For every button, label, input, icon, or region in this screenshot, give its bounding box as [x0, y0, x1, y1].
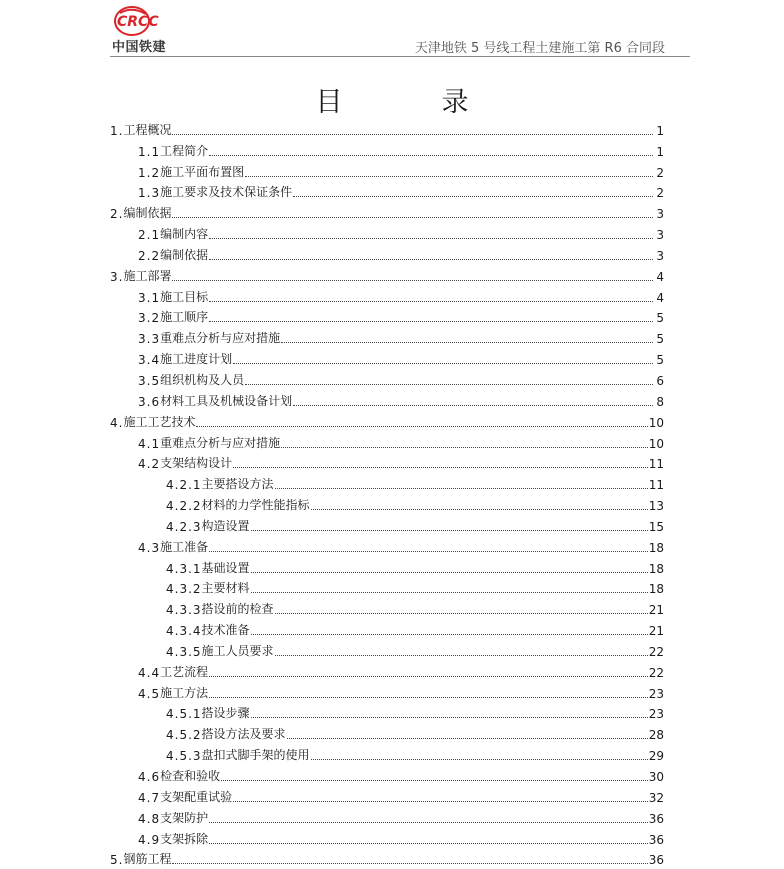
toc-dot-leader [251, 591, 648, 593]
table-of-contents [110, 117, 664, 867]
toc-dot-leader [251, 633, 648, 635]
toc-entry-title: 工程概况 [123, 122, 172, 137]
toc-entry-page: 8 [656, 394, 664, 409]
doc-title: 天津地铁 5 号线工程土建施工第 R6 合同段 [414, 41, 665, 56]
toc-entry-page: 4 [656, 269, 664, 284]
toc-entry-number: 4.3.5 [166, 644, 202, 659]
toc-dot-leader [293, 404, 653, 406]
toc-entry-title: 主要材料 [201, 581, 250, 596]
toc-entry-page: 3 [656, 248, 664, 263]
toc-dot-leader [251, 716, 648, 718]
toc-entry-number: 3.4 [138, 353, 161, 368]
toc-entry-number: 4.4 [138, 665, 161, 680]
toc-entry-number: 1.3 [138, 186, 161, 201]
toc-entry[interactable] [110, 680, 664, 701]
toc-dot-leader [172, 862, 647, 864]
toc-dot-leader [293, 195, 653, 197]
toc-entry-title: 工艺流程 [160, 664, 209, 679]
toc-dot-leader [196, 425, 647, 427]
toc-entry-page: 3 [656, 207, 664, 222]
toc-entry[interactable] [110, 701, 664, 722]
toc-entry[interactable] [110, 617, 664, 638]
toc-entry-title: 盘扣式脚手架的使用 [201, 748, 310, 763]
toc-entry-page: 13 [648, 499, 664, 514]
toc-entry-number: 3.5 [138, 373, 161, 388]
toc-entry[interactable] [110, 847, 664, 868]
toc-entry[interactable] [110, 596, 664, 617]
toc-entry-title: 施工进度计划 [160, 352, 233, 367]
toc-dot-leader [209, 675, 648, 677]
toc-dot-leader [281, 341, 653, 343]
toc-dot-leader [209, 320, 653, 322]
toc-entry-title: 支架结构设计 [160, 456, 233, 471]
toc-entry-page: 4 [656, 290, 664, 305]
toc-entry-title: 基础设置 [201, 560, 250, 575]
toc-dot-leader [209, 237, 653, 239]
toc-entry[interactable] [110, 430, 664, 451]
toc-entry[interactable] [110, 659, 664, 680]
toc-entry-number: 4.1 [138, 436, 161, 451]
toc-entry-page: 22 [648, 665, 664, 680]
toc-entry-title: 施工工艺技术 [123, 414, 196, 429]
toc-entry[interactable] [110, 263, 664, 284]
logo-name: 中国铁建 [112, 40, 167, 55]
toc-entry-number: 1.1 [138, 144, 161, 159]
toc-entry-page: 3 [656, 228, 664, 243]
toc-entry-number: 3.1 [138, 290, 161, 305]
toc-dot-leader [172, 216, 653, 218]
logo-brand-text: CRCC [117, 14, 159, 30]
toc-dot-leader [233, 800, 648, 802]
toc-entry-title: 技术准备 [201, 623, 250, 638]
toc-dot-leader [172, 279, 653, 281]
crcc-logo [112, 4, 182, 55]
toc-entry-title: 施工要求及技术保证条件 [160, 185, 293, 200]
toc-entry[interactable] [110, 221, 664, 242]
toc-entry[interactable] [110, 409, 664, 430]
toc-entry-title: 施工方法 [160, 685, 209, 700]
toc-entry-title: 编制依据 [160, 247, 209, 262]
toc-entry[interactable] [110, 388, 664, 409]
toc-entry[interactable] [110, 159, 664, 180]
toc-entry-page: 32 [648, 790, 664, 805]
toc-entry-title: 编制依据 [123, 206, 172, 221]
toc-entry-title: 编制内容 [160, 227, 209, 242]
toc-entry-number: 4. [110, 415, 124, 430]
toc-entry-number: 4.7 [138, 790, 161, 805]
toc-dot-leader [209, 154, 653, 156]
toc-entry[interactable] [110, 284, 664, 305]
toc-entry[interactable] [110, 138, 664, 159]
toc-entry-title: 支架拆除 [160, 831, 209, 846]
toc-entry-page: 11 [648, 478, 664, 493]
toc-entry-number: 4.3 [138, 540, 161, 555]
toc-entry-number: 3.2 [138, 311, 161, 326]
toc-dot-leader [275, 487, 648, 489]
page-title: 目 录 [315, 87, 505, 118]
toc-entry-number: 4.8 [138, 811, 161, 826]
toc-entry-title: 主要搭设方法 [201, 477, 274, 492]
toc-dot-leader [209, 821, 648, 823]
toc-entry-number: 2. [110, 207, 124, 222]
toc-entry-number: 4.5.2 [166, 728, 202, 743]
toc-entry-page: 18 [648, 561, 664, 576]
toc-entry[interactable] [110, 742, 664, 763]
toc-entry[interactable] [110, 451, 664, 472]
toc-entry-number: 4.2 [138, 457, 161, 472]
toc-dot-leader [311, 758, 648, 760]
toc-entry[interactable] [110, 492, 664, 513]
toc-entry-page: 28 [648, 728, 664, 743]
toc-entry[interactable] [110, 180, 664, 201]
toc-entry-page: 10 [648, 436, 664, 451]
toc-entry-number: 4.5 [138, 686, 161, 701]
toc-entry-number: 5. [110, 853, 124, 868]
toc-entry-page: 5 [656, 332, 664, 347]
toc-entry[interactable] [110, 513, 664, 534]
toc-entry-title: 施工平面布置图 [160, 164, 245, 179]
toc-entry-title: 支架防护 [160, 810, 209, 825]
toc-entry-title: 搭设步骤 [201, 706, 250, 721]
toc-entry-number: 4.3.3 [166, 603, 202, 618]
toc-entry-title: 检查和验收 [160, 769, 221, 783]
toc-entry-page: 36 [648, 832, 664, 847]
toc-entry-title: 搭设前的检查 [201, 602, 274, 617]
toc-dot-leader [281, 446, 648, 448]
toc-entry-page: 5 [656, 311, 664, 326]
toc-dot-leader [221, 779, 648, 781]
toc-entry-number: 4.3.2 [166, 582, 202, 597]
toc-entry-page: 1 [656, 144, 664, 159]
toc-entry-title: 施工准备 [160, 539, 209, 554]
toc-dot-leader [245, 383, 653, 385]
toc-entry-page: 21 [648, 624, 664, 639]
toc-entry[interactable] [110, 721, 664, 742]
toc-entry-page: 36 [648, 811, 664, 826]
header-divider [110, 56, 690, 57]
toc-entry[interactable] [110, 367, 664, 388]
toc-dot-leader [209, 258, 653, 260]
toc-entry[interactable] [110, 471, 664, 492]
toc-dot-leader [275, 654, 648, 656]
toc-entry-title: 重难点分析与应对措施 [160, 435, 281, 450]
toc-dot-leader [209, 300, 653, 302]
toc-entry[interactable] [110, 325, 664, 346]
toc-dot-leader [287, 737, 648, 739]
toc-dot-leader [311, 508, 648, 510]
toc-entry-number: 4.2.1 [166, 478, 202, 493]
toc-entry-title: 材料的力学性能指标 [201, 498, 310, 513]
toc-entry[interactable] [110, 826, 664, 847]
toc-entry[interactable] [110, 534, 664, 555]
toc-entry-page: 23 [648, 707, 664, 722]
toc-dot-leader [251, 529, 648, 531]
toc-entry-page: 6 [656, 373, 664, 388]
toc-entry-page: 2 [656, 186, 664, 201]
toc-entry-number: 1. [110, 123, 124, 138]
page-header [0, 0, 784, 56]
toc-entry-number: 1.2 [138, 165, 161, 180]
toc-entry-number: 2.1 [138, 228, 161, 243]
toc-entry-page: 21 [648, 603, 664, 618]
toc-entry-page: 23 [648, 686, 664, 701]
toc-entry-title: 工程简介 [160, 143, 209, 158]
toc-entry-page: 1 [656, 123, 664, 138]
toc-entry-page: 30 [648, 770, 664, 784]
toc-dot-leader [209, 550, 648, 552]
toc-dot-leader [172, 133, 653, 135]
toc-entry-title: 组织机构及人员 [160, 372, 245, 387]
toc-entry[interactable] [110, 346, 664, 367]
toc-entry[interactable] [110, 305, 664, 326]
toc-entry-number: 3. [110, 269, 124, 284]
toc-entry-number: 4.5.1 [166, 707, 202, 722]
toc-entry-number: 2.2 [138, 248, 161, 263]
toc-entry-number: 4.9 [138, 832, 161, 847]
toc-entry[interactable] [110, 200, 664, 221]
toc-entry-page: 11 [648, 457, 664, 472]
toc-entry[interactable] [110, 784, 664, 805]
toc-entry-number: 4.3.1 [166, 561, 202, 576]
toc-dot-leader [245, 175, 653, 177]
toc-entry-number: 4.3.4 [166, 624, 202, 639]
toc-entry-number: 4.2.3 [166, 519, 202, 534]
toc-entry-title: 材料工具及机械设备计划 [160, 393, 293, 408]
toc-dot-leader [275, 612, 648, 614]
toc-entry-page: 10 [648, 415, 664, 430]
toc-entry-title: 搭设方法及要求 [201, 727, 286, 742]
toc-entry-page: 2 [656, 165, 664, 180]
toc-dot-leader [251, 571, 648, 573]
toc-entry-title: 施工目标 [160, 289, 209, 304]
toc-entry-number: 4.2.2 [166, 499, 202, 514]
toc-entry-number: 4.6 [138, 770, 161, 784]
toc-entry-page: 18 [648, 582, 664, 597]
toc-dot-leader [233, 362, 653, 364]
toc-entry-title: 施工部署 [123, 268, 172, 283]
toc-entry-page: 18 [648, 540, 664, 555]
toc-entry-title: 重难点分析与应对措施 [160, 331, 281, 346]
toc-entry[interactable] [110, 117, 664, 138]
toc-entry-page: 22 [648, 644, 664, 659]
toc-entry-page: 15 [648, 519, 664, 534]
toc-entry[interactable] [110, 555, 664, 576]
toc-entry-page: 29 [648, 749, 664, 764]
toc-entry[interactable] [110, 763, 664, 784]
toc-entry-title: 钢筋工程 [123, 852, 172, 867]
toc-entry-page: 36 [648, 853, 664, 868]
toc-entry-title: 施工人员要求 [201, 643, 274, 658]
toc-entry-title: 构造设置 [201, 518, 250, 533]
toc-entry[interactable] [110, 576, 664, 597]
toc-entry-title: 施工顺序 [160, 310, 209, 325]
toc-entry-title: 支架配重试验 [160, 789, 233, 804]
toc-entry-page: 5 [656, 353, 664, 368]
toc-entry-number: 3.3 [138, 332, 161, 347]
crcc-logo-icon [112, 4, 182, 38]
toc-entry-number: 3.6 [138, 394, 161, 409]
toc-entry[interactable] [110, 638, 664, 659]
toc-dot-leader [209, 696, 648, 698]
toc-dot-leader [209, 842, 648, 844]
toc-entry-number: 4.5.3 [166, 749, 202, 764]
toc-entry[interactable] [110, 242, 664, 263]
toc-dot-leader [233, 466, 648, 468]
toc-entry[interactable] [110, 805, 664, 826]
